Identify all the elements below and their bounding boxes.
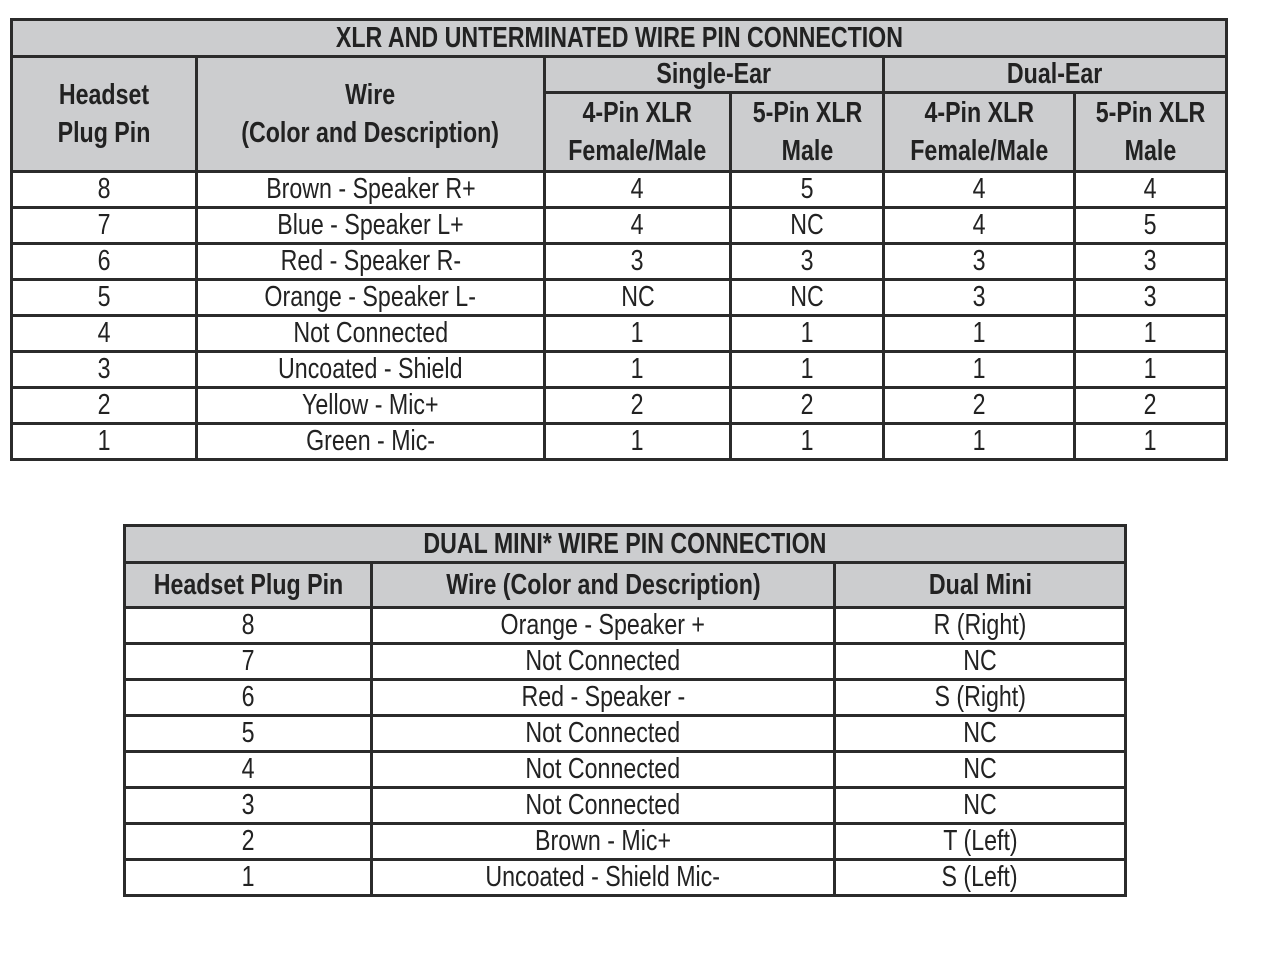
table-cell bbox=[125, 860, 372, 896]
cell-text: 3 bbox=[972, 245, 986, 277]
table-cell bbox=[545, 172, 731, 208]
table-row bbox=[12, 424, 1227, 460]
cell-text: 3 bbox=[972, 281, 986, 313]
table-cell bbox=[197, 208, 545, 244]
header-text: Headset bbox=[58, 79, 150, 111]
table-cell bbox=[884, 388, 1075, 424]
cell-text: 3 bbox=[1144, 245, 1157, 277]
cell-text: 5 bbox=[97, 281, 111, 313]
cell-text: 1 bbox=[1144, 317, 1157, 349]
cell-text: Yellow - Mic+ bbox=[302, 389, 439, 421]
cell-text: Red - Speaker R- bbox=[280, 245, 461, 277]
table-row bbox=[12, 208, 1227, 244]
table-cell bbox=[197, 424, 545, 460]
cell-text: 1 bbox=[800, 353, 814, 385]
cell-text: Orange - Speaker + bbox=[500, 609, 706, 641]
cell-text: 1 bbox=[241, 861, 255, 893]
table-cell bbox=[835, 680, 1126, 716]
table-cell bbox=[545, 208, 731, 244]
header-text: Wire (Color and Description) bbox=[445, 568, 761, 601]
table-cell bbox=[731, 244, 884, 280]
cell-text: 1 bbox=[972, 353, 986, 385]
xlr-pin-connection-table bbox=[10, 18, 1228, 461]
cell-text: 4 bbox=[1144, 173, 1157, 205]
cell-text: 1 bbox=[631, 317, 644, 349]
table-row bbox=[125, 752, 1126, 788]
cell-text: Orange - Speaker L- bbox=[264, 281, 477, 313]
table-cell bbox=[197, 316, 545, 352]
table-cell bbox=[372, 752, 835, 788]
header-text: Male bbox=[781, 135, 833, 167]
table-cell bbox=[731, 352, 884, 388]
cell-text: NC bbox=[963, 717, 997, 749]
header-cell bbox=[835, 563, 1126, 608]
table-cell bbox=[197, 280, 545, 316]
table-cell bbox=[12, 280, 197, 316]
cell-text: 1 bbox=[972, 425, 986, 457]
cell-text: 2 bbox=[631, 389, 644, 421]
header-text: Dual-Ear bbox=[1007, 58, 1103, 90]
table-cell bbox=[884, 280, 1075, 316]
table-cell bbox=[545, 352, 731, 388]
header-text: Headset Plug Pin bbox=[153, 568, 343, 601]
cell-text: NC bbox=[963, 753, 997, 785]
cell-text: 4 bbox=[631, 173, 644, 205]
cell-text: 5 bbox=[1144, 209, 1157, 241]
cell-text: 6 bbox=[97, 245, 111, 277]
table-cell bbox=[12, 208, 197, 244]
table-cell bbox=[1075, 208, 1227, 244]
table-cell bbox=[125, 608, 372, 644]
table-row bbox=[12, 172, 1227, 208]
header-connector-1 bbox=[731, 93, 884, 172]
cell-text: Uncoated - Shield Mic- bbox=[485, 861, 721, 893]
table-cell bbox=[12, 424, 197, 460]
table-title bbox=[12, 20, 1227, 57]
table-cell bbox=[884, 244, 1075, 280]
cell-text: 4 bbox=[241, 753, 255, 785]
header-text: 5-Pin XLR bbox=[752, 97, 862, 129]
table-cell bbox=[731, 208, 884, 244]
table-cell bbox=[12, 352, 197, 388]
cell-text: 4 bbox=[97, 317, 111, 349]
header-cell bbox=[125, 563, 372, 608]
cell-text: 7 bbox=[97, 209, 111, 241]
header-text: Female/Male bbox=[909, 135, 1048, 167]
cell-text: 1 bbox=[1144, 353, 1157, 385]
header-text: Male bbox=[1124, 135, 1177, 167]
table-cell bbox=[372, 644, 835, 680]
table-cell bbox=[731, 424, 884, 460]
table-cell bbox=[884, 208, 1075, 244]
cell-text: Not Connected bbox=[525, 789, 681, 821]
table-cell bbox=[12, 244, 197, 280]
cell-text: S (Left) bbox=[941, 861, 1019, 893]
table-cell bbox=[545, 280, 731, 316]
cell-text: 1 bbox=[631, 425, 644, 457]
table-cell bbox=[125, 752, 372, 788]
cell-text: 3 bbox=[800, 245, 814, 277]
table-cell bbox=[197, 244, 545, 280]
header-text: 4-Pin XLR bbox=[924, 97, 1034, 129]
table-cell bbox=[884, 424, 1075, 460]
cell-text: 4 bbox=[972, 209, 986, 241]
table-cell bbox=[1075, 172, 1227, 208]
dual-mini-pin-connection-table bbox=[123, 524, 1127, 897]
table-cell bbox=[197, 388, 545, 424]
table-cell bbox=[372, 680, 835, 716]
cell-text: 4 bbox=[972, 173, 986, 205]
cell-text: Not Connected bbox=[525, 753, 681, 785]
table-cell bbox=[731, 172, 884, 208]
cell-text: 2 bbox=[97, 389, 111, 421]
cell-text: 4 bbox=[631, 209, 644, 241]
table-cell bbox=[835, 824, 1126, 860]
table-cell bbox=[731, 280, 884, 316]
table-cell bbox=[884, 352, 1075, 388]
cell-text: 3 bbox=[1144, 281, 1157, 313]
cell-text: Blue - Speaker L+ bbox=[277, 209, 464, 241]
table-cell bbox=[125, 680, 372, 716]
table-cell bbox=[884, 172, 1075, 208]
cell-text: 6 bbox=[241, 681, 255, 713]
header-dual-ear bbox=[884, 57, 1227, 93]
table-cell bbox=[125, 716, 372, 752]
cell-text: R (Right) bbox=[933, 609, 1027, 641]
cell-text: 3 bbox=[97, 353, 111, 385]
table-cell bbox=[835, 788, 1126, 824]
table-cell bbox=[372, 608, 835, 644]
header-single-ear bbox=[545, 57, 884, 93]
header-connector-0 bbox=[545, 93, 731, 172]
table-row bbox=[12, 352, 1227, 388]
table-cell bbox=[884, 316, 1075, 352]
table-cell bbox=[12, 388, 197, 424]
header-text: (Color and Description) bbox=[241, 117, 500, 149]
cell-text: 1 bbox=[800, 317, 814, 349]
table-cell bbox=[197, 352, 545, 388]
header-text: Single-Ear bbox=[656, 58, 772, 90]
table-row bbox=[125, 608, 1126, 644]
cell-text: 8 bbox=[97, 173, 111, 205]
cell-text: NC bbox=[620, 281, 655, 313]
cell-text: 1 bbox=[800, 425, 814, 457]
table-row bbox=[125, 680, 1126, 716]
table-cell bbox=[372, 824, 835, 860]
cell-text: 1 bbox=[631, 353, 644, 385]
table-row bbox=[125, 824, 1126, 860]
header-text: Dual Mini bbox=[928, 568, 1032, 601]
header-text: 5-Pin XLR bbox=[1095, 97, 1206, 129]
table-cell bbox=[731, 388, 884, 424]
table-row bbox=[12, 244, 1227, 280]
table-row bbox=[125, 716, 1126, 752]
table-cell bbox=[545, 388, 731, 424]
table-cell bbox=[835, 608, 1126, 644]
cell-text: 5 bbox=[241, 717, 255, 749]
table-cell bbox=[1075, 244, 1227, 280]
table-row bbox=[12, 388, 1227, 424]
cell-text: T (Left) bbox=[942, 825, 1018, 857]
table-row bbox=[125, 644, 1126, 680]
cell-text: 1 bbox=[972, 317, 986, 349]
table-cell bbox=[12, 316, 197, 352]
cell-text: 8 bbox=[241, 609, 255, 641]
table-cell bbox=[372, 788, 835, 824]
header-text: Plug Pin bbox=[57, 117, 151, 149]
table-cell bbox=[125, 788, 372, 824]
table-cell bbox=[545, 244, 731, 280]
table-cell bbox=[1075, 388, 1227, 424]
cell-text: 2 bbox=[800, 389, 814, 421]
cell-text: NC bbox=[963, 645, 997, 677]
table-row bbox=[125, 860, 1126, 896]
table-cell bbox=[545, 316, 731, 352]
table-cell bbox=[125, 644, 372, 680]
cell-text: NC bbox=[790, 281, 824, 313]
header-text: Wire bbox=[345, 79, 396, 111]
cell-text: Not Connected bbox=[525, 645, 681, 677]
table-cell bbox=[1075, 352, 1227, 388]
table-cell bbox=[835, 716, 1126, 752]
cell-text: Not Connected bbox=[525, 717, 681, 749]
cell-text: 2 bbox=[972, 389, 986, 421]
cell-text: 3 bbox=[631, 245, 644, 277]
cell-text: Red - Speaker - bbox=[521, 681, 685, 713]
header-cell bbox=[372, 563, 835, 608]
header-connector-3 bbox=[1075, 93, 1227, 172]
cell-text: NC bbox=[790, 209, 824, 241]
table-cell bbox=[1075, 280, 1227, 316]
cell-text: 2 bbox=[241, 825, 255, 857]
cell-text: Green - Mic- bbox=[306, 425, 435, 457]
header-text: 4-Pin XLR bbox=[582, 97, 693, 129]
table-row bbox=[125, 788, 1126, 824]
table-cell bbox=[835, 644, 1126, 680]
table-cell bbox=[545, 424, 731, 460]
header-plug-pin bbox=[12, 57, 197, 172]
cell-text: 5 bbox=[800, 173, 814, 205]
table-row bbox=[12, 316, 1227, 352]
cell-text: 3 bbox=[241, 789, 255, 821]
header-connector-2 bbox=[884, 93, 1075, 172]
cell-text: 1 bbox=[97, 425, 111, 457]
table-cell bbox=[835, 860, 1126, 896]
cell-text: 7 bbox=[241, 645, 255, 677]
cell-text: 1 bbox=[1144, 425, 1157, 457]
cell-text: NC bbox=[963, 789, 997, 821]
table-cell bbox=[1075, 424, 1227, 460]
table-row bbox=[12, 280, 1227, 316]
cell-text: Uncoated - Shield bbox=[278, 353, 463, 385]
table-cell bbox=[12, 172, 197, 208]
cell-text: Brown - Mic+ bbox=[534, 825, 671, 857]
table-cell bbox=[372, 716, 835, 752]
header-wire bbox=[197, 57, 545, 172]
cell-text: Brown - Speaker R+ bbox=[265, 173, 476, 205]
table-cell bbox=[835, 752, 1126, 788]
header-text: Female/Male bbox=[568, 135, 707, 167]
table-cell bbox=[125, 824, 372, 860]
title-text: DUAL MINI* WIRE PIN CONNECTION bbox=[423, 527, 827, 560]
table-cell bbox=[731, 316, 884, 352]
table-cell bbox=[372, 860, 835, 896]
table-cell bbox=[197, 172, 545, 208]
cell-text: Not Connected bbox=[293, 317, 448, 349]
cell-text: S (Right) bbox=[934, 681, 1026, 713]
table-title bbox=[125, 526, 1126, 563]
cell-text: 2 bbox=[1144, 389, 1157, 421]
table-cell bbox=[1075, 316, 1227, 352]
title-text: XLR AND UNTERMINATED WIRE PIN CONNECTION bbox=[335, 21, 903, 54]
